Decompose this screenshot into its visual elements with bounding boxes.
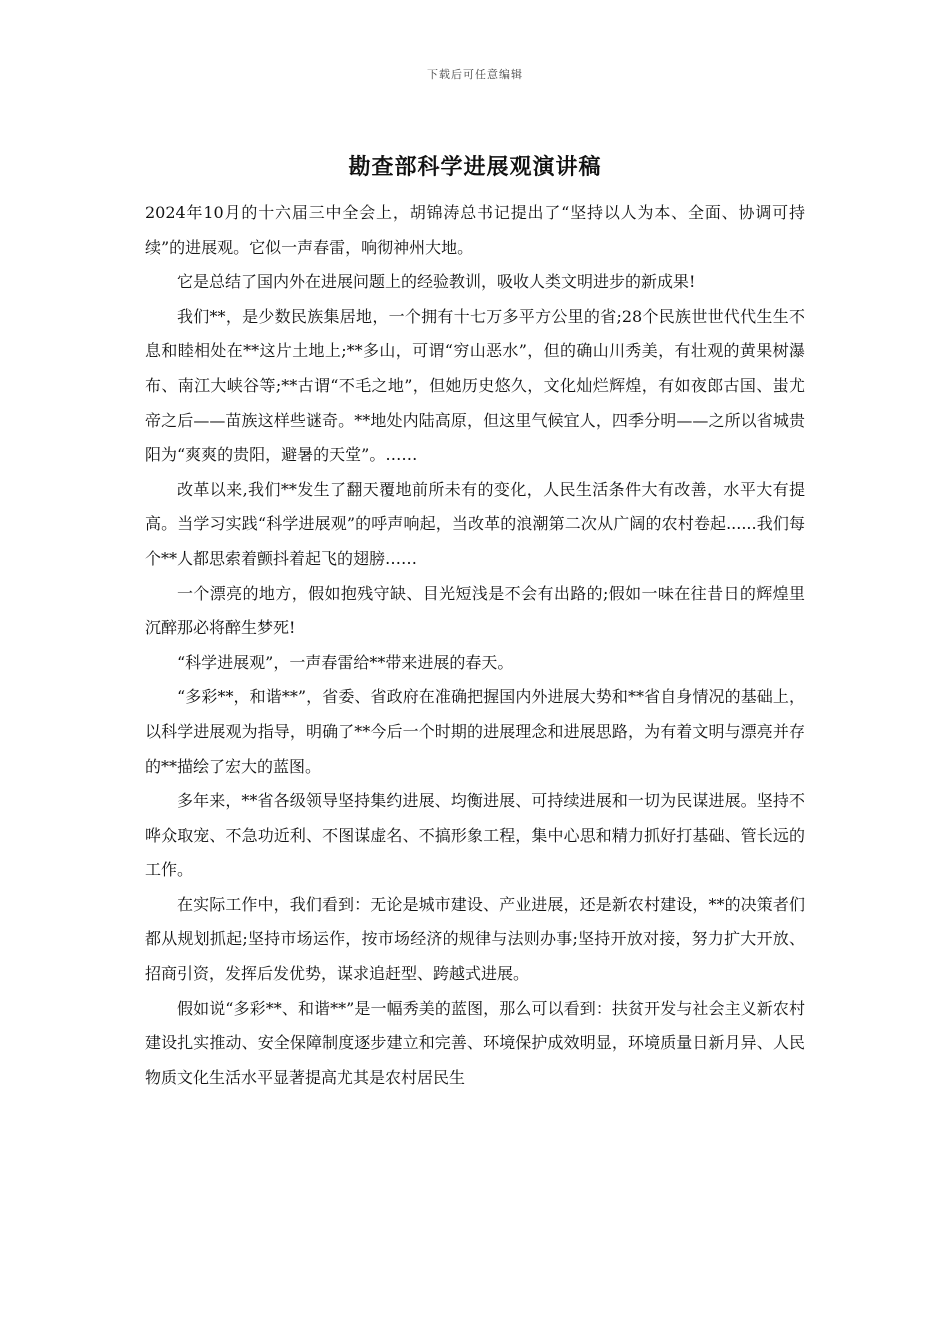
paragraph-3: 我们**，是少数民族集居地，一个拥有十七万多平方公里的省;28个民族世世代代生生不息和睦相处在**这片土地上;**多山，可谓“穷山恶水”，但的确山川秀美，有壮观的黄果树瀑布、南江大峡谷等;**古谓“不毛之地”，但她历史悠久，文化灿烂辉煌，有如夜郎古国、蚩尤帝之后——苗族这样些谜奇。**地处内陆高原，但这里气候宜人，四季分明——之所以省城贵阳为“爽爽的贵阳，避暑的天堂”。…… <box>145 306 805 465</box>
page-header-note: 下载后可任意编辑 <box>427 68 523 81</box>
paragraph-9: 在实际工作中，我们看到：无论是城市建设、产业进展，还是新农村建设，**的决策者们都从规划抓起;坚持市场运作，按市场经济的规律与法则办事;坚持开放对接，努力扩大开放、招商引资，发挥后发优势，谋求追赶型、跨越式进展。 <box>145 894 805 984</box>
paragraph-8: 多年来，**省各级领导坚持集约进展、均衡进展、可持续进展和一切为民谋进展。坚持不哗众取宠、不急功近利、不图谋虚名、不搞形象工程，集中心思和精力抓好打基础、管长远的工作。 <box>145 791 805 880</box>
paragraph-5: 一个漂亮的地方，假如抱残守缺、目光短浅是不会有出路的;假如一味在往昔日的辉煌里沉醉那必将醉生梦死! <box>145 583 805 638</box>
paragraph-7: “多彩**，和谐**”，省委、省政府在准确把握国内外进展大势和**省自身情况的基础上，以科学进展观为指导，明确了**今后一个时期的进展理念和进展思路，为有着文明与漂亮并存的**描绘了宏大的蓝图。 <box>145 687 805 776</box>
document-title: 勘查部科学进展观演讲稿 <box>348 154 602 180</box>
paragraph-4: 改革以来,我们**发生了翻天覆地前所未有的变化，人民生活条件大有改善，水平大有提高。当学习实践“科学进展观”的呼声响起，当改革的浪潮第二次从广阔的农村卷起......我们每个**人都思索着颤抖着起飞的翅膀…… <box>145 479 805 568</box>
paragraph-2: 它是总结了国内外在进展问题上的经验教训，吸收人类文明进步的新成果! <box>177 272 696 292</box>
document-body <box>145 196 805 1095</box>
paragraph-10: 假如说“多彩**、和谐**”是一幅秀美的蓝图，那么可以看到：扶贫开发与社会主义新农村建设扎实推动、安全保障制度逐步建立和完善、环境保护成效明显，环境质量日新月异、人民物质文化生活水平显著提高尤其是农村居民生 <box>145 998 805 1087</box>
paragraph-1: 2024年10月的十六届三中全会上，胡锦涛总书记提出了“坚持以人为本、全面、协调可持续”的进展观。它似一声春雷，响彻神州大地。 <box>145 203 805 257</box>
paragraph-6: “科学进展观”，一声春雷给**带来进展的春天。 <box>177 652 514 672</box>
